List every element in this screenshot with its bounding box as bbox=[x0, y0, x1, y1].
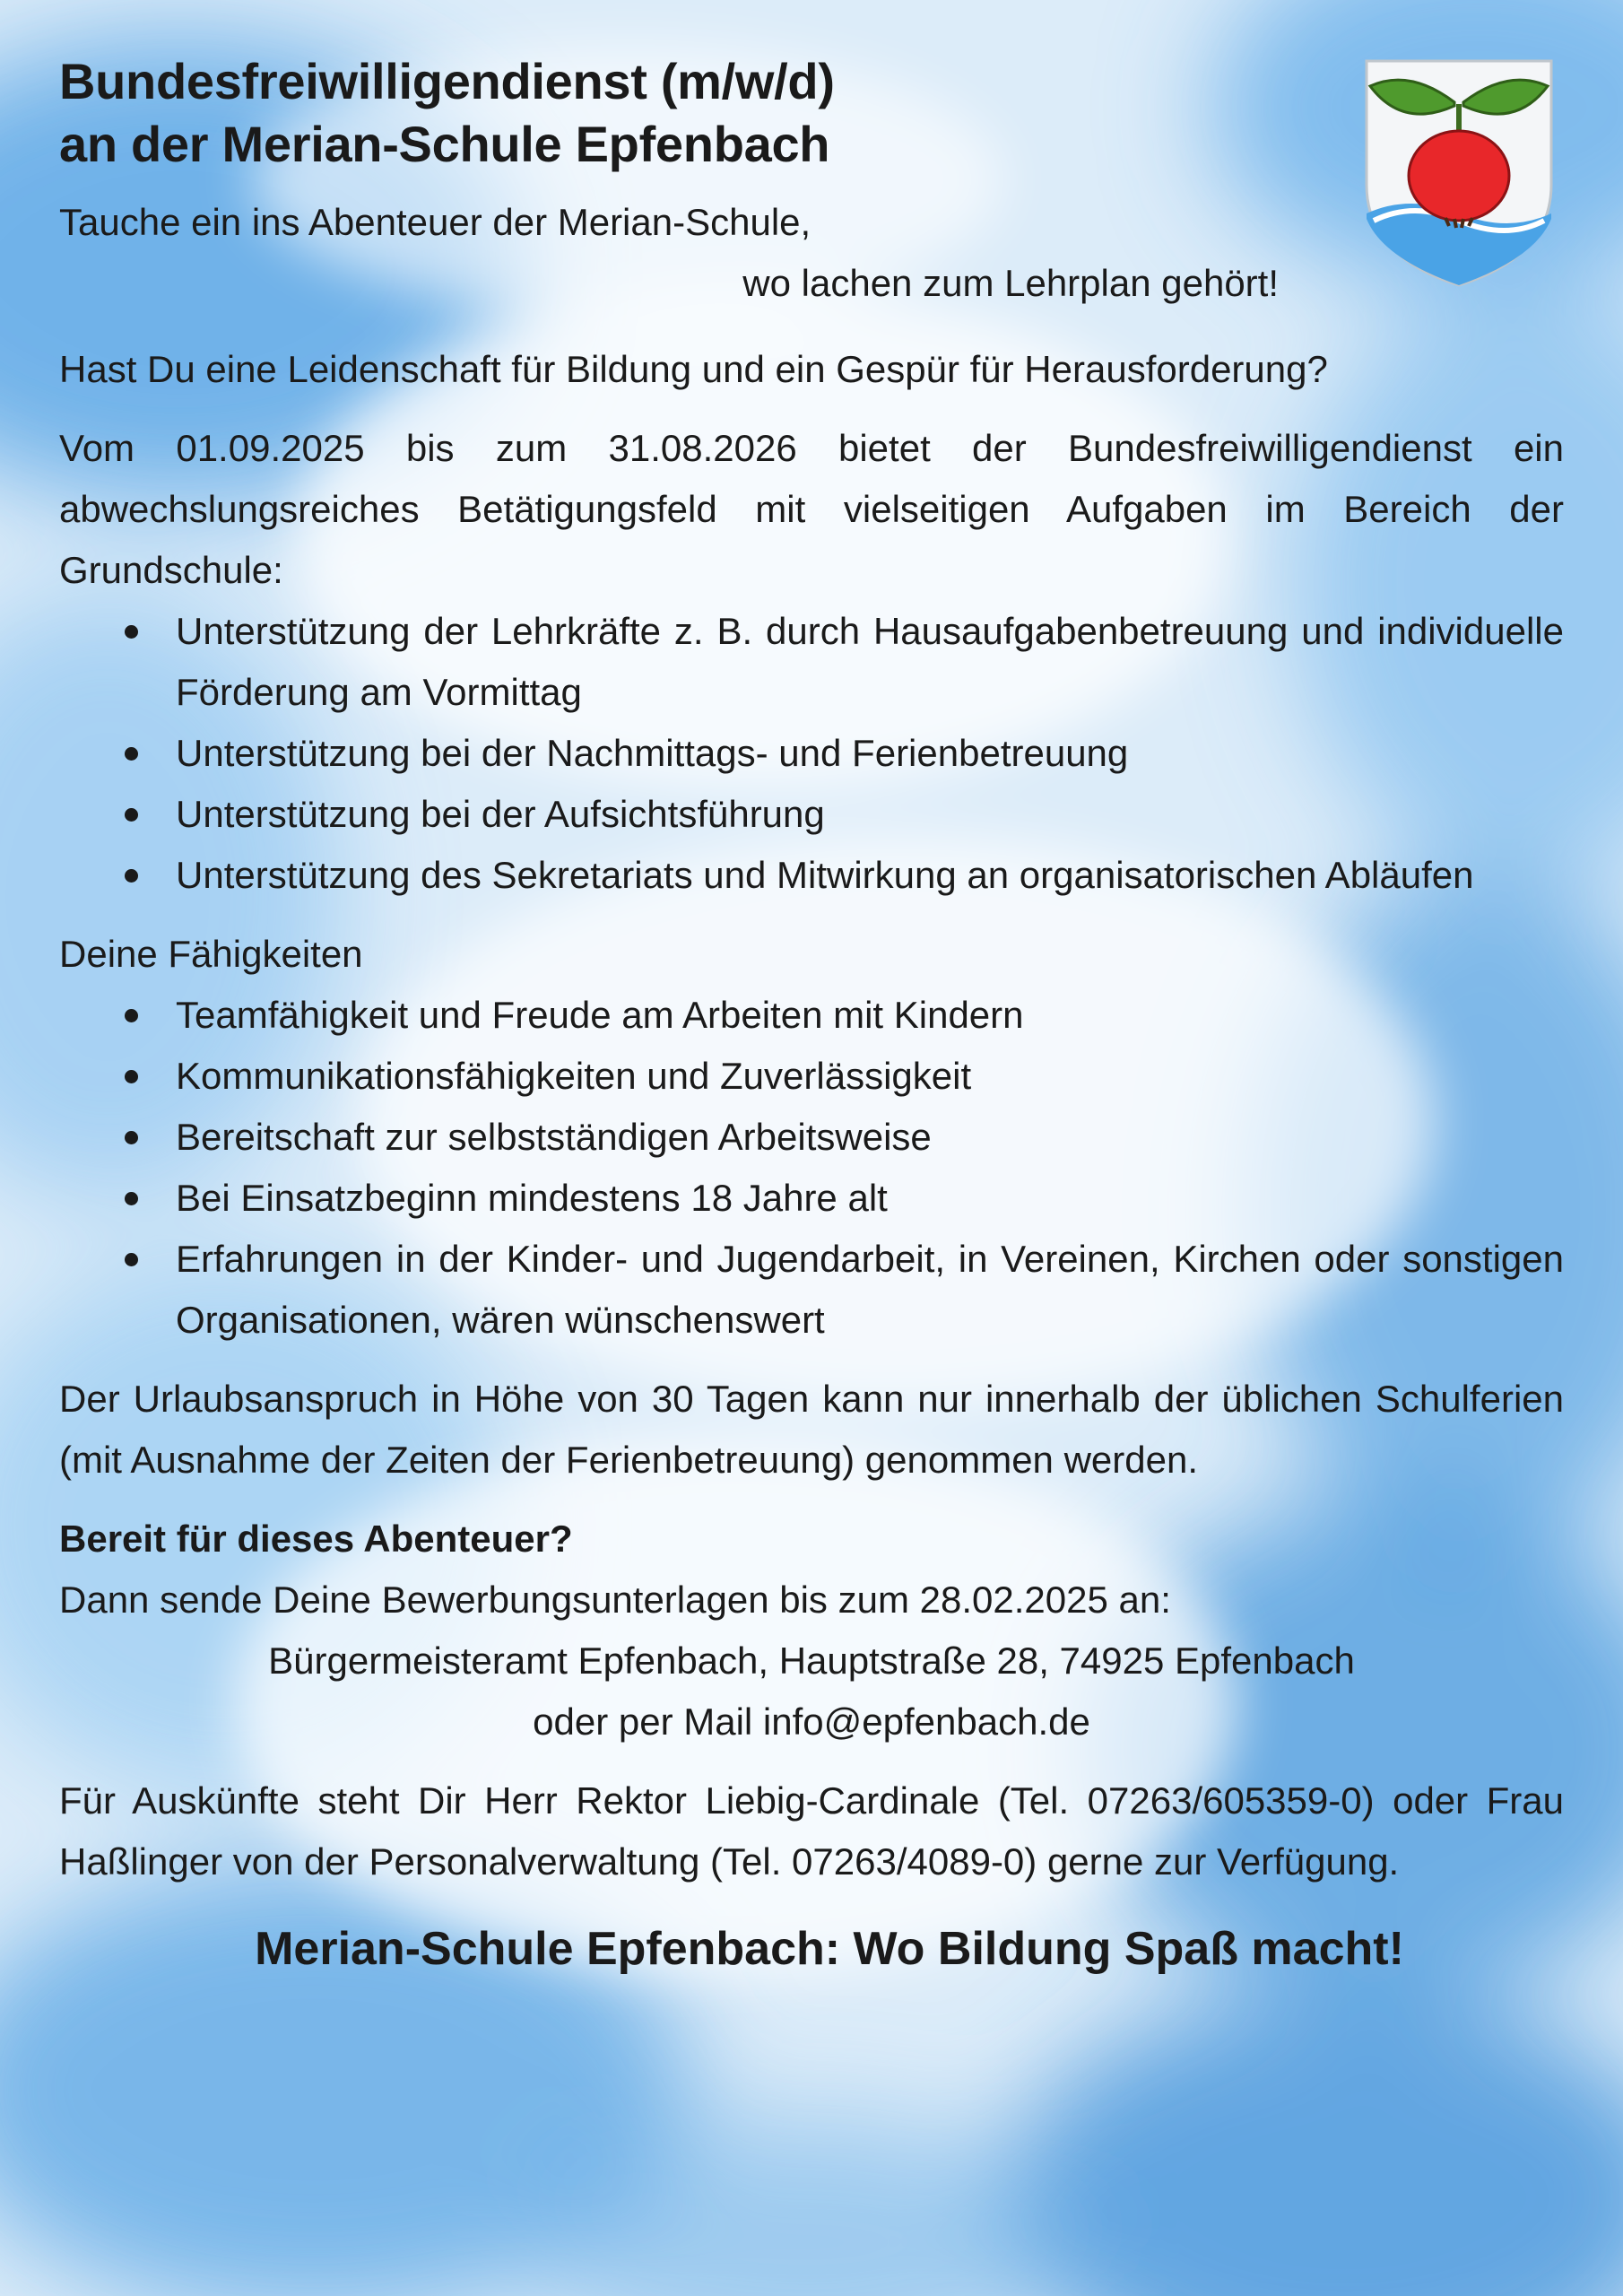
title-line-1: Bundesfreiwilligendienst (m/w/d) bbox=[59, 53, 835, 109]
apply-text: Dann sende Deine Bewerbungsunterlagen bis zum 28.02.2025 an: bbox=[59, 1578, 1171, 1621]
page-title bbox=[59, 50, 1564, 176]
apply-heading: Bereit für dieses Abenteuer? bbox=[59, 1518, 573, 1560]
list-item: Unterstützung bei der Nachmittags- und Ferienbetreuung bbox=[176, 723, 1564, 784]
footer-slogan: Merian-Schule Epfenbach: Wo Bildung Spaß macht! bbox=[255, 1923, 1404, 1975]
apply-mail: oder per Mail info@epfenbach.de bbox=[533, 1700, 1090, 1743]
list-item: Teamfähigkeit und Freude am Arbeiten mit Kindern bbox=[176, 985, 1564, 1046]
question-text: Hast Du eine Leidenschaft für Bildung und ein Gespür für Herausforderung? bbox=[59, 348, 1328, 390]
vacation-text: Der Urlaubsanspruch in Höhe von 30 Tagen kann nur innerhalb der üblichen Schulferien (mit Ausnahme der Zeiten der Ferienbetreuung) genommen werden. bbox=[59, 1378, 1564, 1481]
list-item: Unterstützung bei der Aufsichtsführung bbox=[176, 784, 1564, 845]
list-item: Erfahrungen in der Kinder- und Jugendarbeit, in Vereinen, Kirchen oder sonstigen Organisationen, wären wünschenswert bbox=[176, 1229, 1564, 1351]
list-item: Bereitschaft zur selbstständigen Arbeitsweise bbox=[176, 1107, 1564, 1168]
description-text: Vom 01.09.2025 bis zum 31.08.2026 bietet der Bundesfreiwilligendienst ein abwechslungsreiches Betätigungsfeld mit vielseitigen Aufgaben im Bereich der Grundschule: bbox=[59, 427, 1564, 591]
list-item: Unterstützung des Sekretariats und Mitwirkung an organisatorischen Abläufen bbox=[176, 845, 1564, 906]
tasks-list bbox=[59, 601, 1564, 906]
title-line-2: an der Merian-Schule Epfenbach bbox=[59, 116, 830, 172]
intro-line-1: Tauche ein ins Abenteuer der Merian-Schule, bbox=[59, 201, 812, 243]
intro-line-2: wo lachen zum Lehrplan gehört! bbox=[742, 262, 1279, 304]
coat-of-arms-apple-icon bbox=[1356, 50, 1562, 292]
apply-address: Bürgermeisteramt Epfenbach, Hauptstraße 28, 74925 Epfenbach bbox=[268, 1639, 1355, 1682]
contact-text: Für Auskünfte steht Dir Herr Rektor Liebig-Cardinale (Tel. 07263/605359-0) oder Frau Haßlinger von der Personalverwaltung (Tel. 07263/4089-0) gerne zur Verfügung. bbox=[59, 1779, 1564, 1883]
list-item: Kommunikationsfähigkeiten und Zuverlässigkeit bbox=[176, 1046, 1564, 1107]
list-item: Bei Einsatzbeginn mindestens 18 Jahre alt bbox=[176, 1168, 1564, 1229]
skills-list bbox=[59, 985, 1564, 1351]
list-item: Unterstützung der Lehrkräfte z. B. durch Hausaufgabenbetreuung und individuelle Förderung am Vormittag bbox=[176, 601, 1564, 723]
skills-heading: Deine Fähigkeiten bbox=[59, 933, 363, 975]
document-body bbox=[59, 50, 1564, 2027]
